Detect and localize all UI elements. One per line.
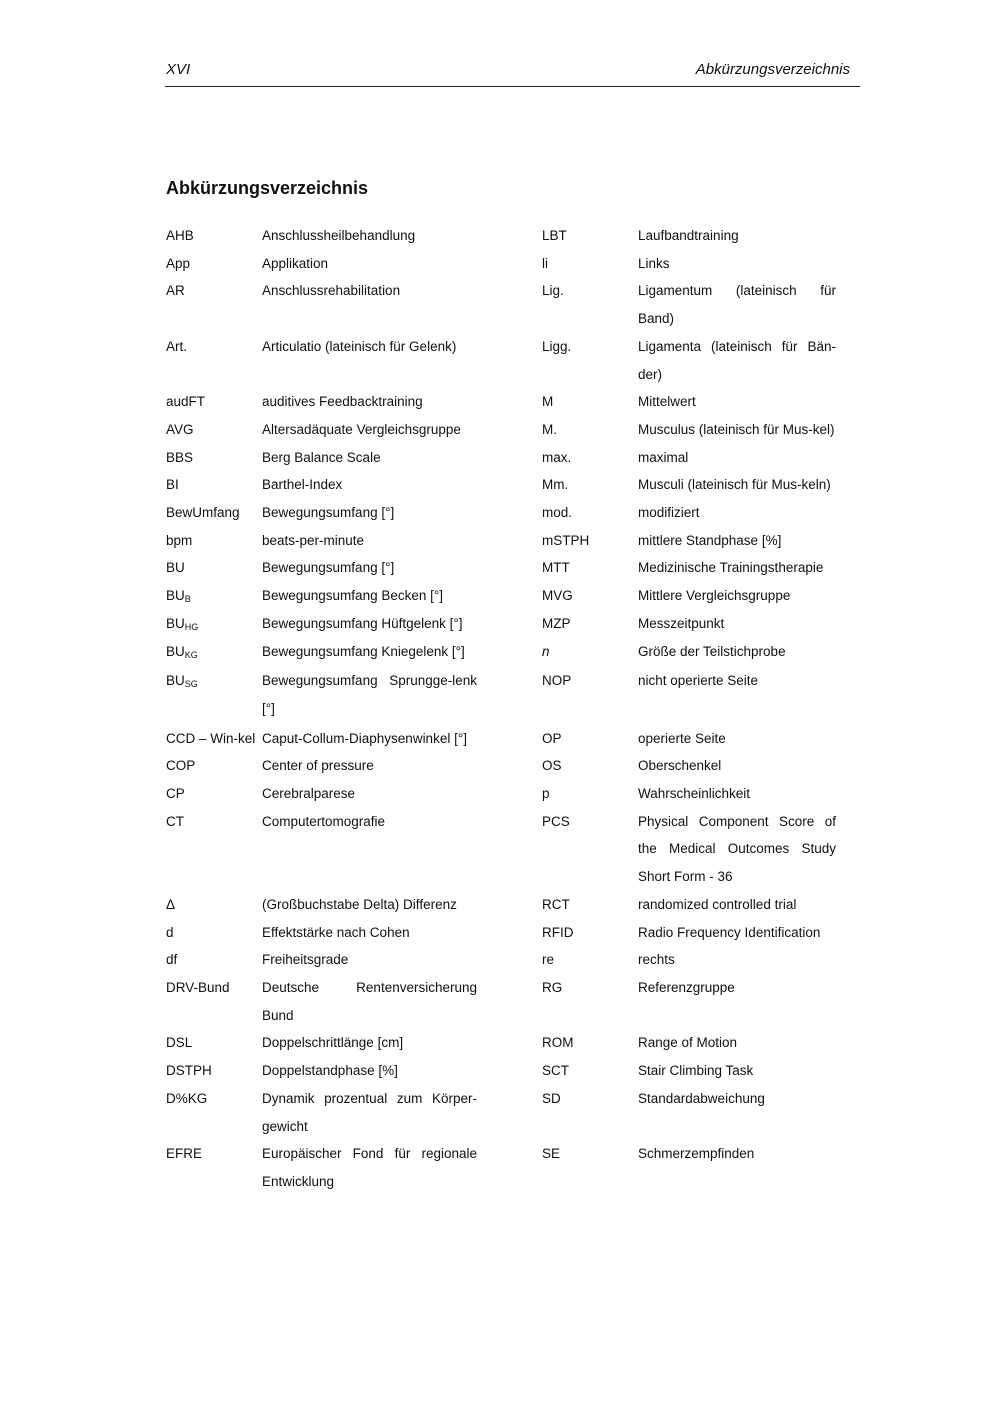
abbreviation-row	[166, 1057, 836, 1085]
abbreviation-left	[166, 222, 262, 250]
abbreviation-left	[166, 582, 262, 610]
abbreviation-left-text: bpm	[166, 532, 193, 548]
abbreviation-right: li	[542, 255, 548, 271]
definition-right: operierte Seite	[638, 730, 726, 746]
definition-left: Anschlussrehabilitation	[262, 283, 401, 299]
column-gap	[477, 1029, 542, 1057]
abbreviation-right: LBT	[542, 228, 567, 243]
abbreviation-left	[166, 499, 262, 527]
abbreviation-right: MTT	[542, 560, 570, 576]
definition-right: Schmerzempfinden	[638, 1146, 755, 1162]
abbreviation-left	[166, 610, 262, 638]
definition-left: Cerebralparese	[262, 786, 356, 802]
definition-left: Berg Balance Scale	[262, 449, 381, 465]
column-gap	[477, 891, 542, 919]
abbreviation-row	[166, 610, 836, 638]
abbreviation-right: Ligg.	[542, 338, 572, 354]
abbreviation-row	[166, 919, 836, 947]
definition-left: Caput-Collum-Diaphysenwinkel [°]	[262, 730, 467, 746]
abbreviation-left-text: CCD – Win-kel	[166, 730, 256, 746]
abbreviation-row	[166, 277, 836, 332]
definition-right: Radio Frequency Identification	[638, 924, 821, 940]
definition-left: Center of pressure	[262, 758, 374, 774]
abbreviation-subscript: B	[184, 594, 191, 605]
abbreviation-row	[166, 1029, 836, 1057]
definition-right: Musculus (lateinisch für Mus-kel)	[638, 421, 835, 437]
abbreviation-right: RG	[542, 979, 563, 995]
definition-left: Bewegungsumfang [°]	[262, 560, 395, 576]
abbreviation-left	[166, 527, 262, 555]
abbreviation-left-text: AR	[166, 283, 185, 299]
abbreviation-left	[166, 416, 262, 444]
abbreviation-right: n	[542, 643, 550, 659]
abbreviation-left-text: Art.	[166, 338, 188, 354]
abbreviation-right: Lig.	[542, 283, 564, 299]
definition-left: Bewegungsumfang Sprungge-lenk [°]	[262, 673, 477, 716]
column-gap	[477, 974, 542, 1029]
column-gap	[477, 277, 542, 332]
definition-left: Europäischer Fond für regionale Entwicklung	[262, 1146, 477, 1189]
abbreviation-right: Mm.	[542, 477, 569, 493]
definition-right: Oberschenkel	[638, 758, 722, 774]
definition-right: mittlere Standphase [%]	[638, 532, 782, 548]
abbreviation-right: PCS	[542, 813, 570, 829]
abbreviation-row	[166, 582, 836, 610]
definition-right: rechts	[638, 952, 675, 968]
definition-left: Doppelschrittlänge [cm]	[262, 1035, 404, 1051]
abbreviation-left-text: BU	[166, 643, 185, 659]
column-gap	[477, 388, 542, 416]
definition-left: Freiheitsgrade	[262, 952, 349, 968]
abbreviation-left	[166, 444, 262, 472]
abbreviation-left-text: BI	[166, 477, 179, 493]
abbreviation-row	[166, 725, 836, 753]
abbreviation-left-text: DSTPH	[166, 1063, 212, 1079]
column-gap	[477, 610, 542, 638]
page-number: XVI	[166, 61, 191, 78]
abbreviation-left	[166, 1140, 262, 1195]
column-gap	[477, 638, 542, 666]
definition-right: Ligamentum (lateinisch für Band)	[638, 283, 836, 327]
column-gap	[477, 333, 542, 388]
abbreviation-right: re	[542, 952, 555, 968]
abbreviation-left	[166, 891, 262, 919]
abbreviation-table-body	[166, 222, 836, 1196]
abbreviation-left-text: BewUmfang	[166, 505, 240, 521]
page-title: Abkürzungsverzeichnis	[166, 178, 369, 198]
abbreviation-left-text: CP	[166, 786, 185, 802]
definition-right: Ligamenta (lateinisch für Bän-der)	[638, 338, 836, 382]
definition-right: Musculi (lateinisch für Mus-keln)	[638, 477, 831, 493]
abbreviation-left-text: COP	[166, 758, 196, 774]
abbreviation-left-text: DSL	[166, 1035, 193, 1051]
definition-left: Bewegungsumfang Becken [°]	[262, 588, 444, 604]
abbreviation-left	[166, 974, 262, 1029]
abbreviation-right: max.	[542, 449, 572, 465]
column-gap	[477, 582, 542, 610]
column-gap	[477, 416, 542, 444]
abbreviation-row	[166, 1085, 836, 1140]
definition-left: Barthel-Index	[262, 477, 343, 493]
definition-right: Größe der Teilstichprobe	[638, 643, 786, 659]
column-gap	[477, 554, 542, 582]
abbreviation-row	[166, 808, 836, 891]
abbreviation-subscript: HG	[184, 621, 199, 632]
abbreviation-row	[166, 416, 836, 444]
abbreviation-right: RFID	[542, 924, 574, 940]
abbreviation-row	[166, 891, 836, 919]
definition-right: Range of Motion	[638, 1035, 738, 1051]
definition-left: Computertomografie	[262, 813, 386, 829]
abbreviation-right: SCT	[542, 1063, 569, 1079]
abbreviation-left-text: BU	[166, 588, 185, 604]
abbreviation-left	[166, 808, 262, 891]
abbreviation-right: SE	[542, 1146, 561, 1162]
abbreviation-left	[166, 277, 262, 332]
definition-left: Deutsche Rentenversicherung Bund	[262, 979, 477, 1023]
abbreviation-right: NOP	[542, 673, 572, 689]
abbreviation-left	[166, 946, 262, 974]
abbreviation-right: p	[542, 786, 550, 802]
column-gap	[477, 808, 542, 891]
abbreviation-row	[166, 333, 836, 388]
abbreviation-row	[166, 1140, 836, 1195]
definition-left: Effektstärke nach Cohen	[262, 924, 410, 940]
column-gap	[477, 919, 542, 947]
abbreviation-left	[166, 1029, 262, 1057]
definition-right: Referenzgruppe	[638, 979, 735, 995]
abbreviation-left	[166, 919, 262, 947]
abbreviation-row	[166, 780, 836, 808]
abbreviation-left-text: BBS	[166, 449, 194, 465]
abbreviation-right: MZP	[542, 615, 571, 631]
abbreviation-left-text: D%KG	[166, 1090, 208, 1106]
column-gap	[477, 1085, 542, 1140]
column-gap	[477, 222, 542, 250]
abbreviation-right: MVG	[542, 588, 573, 604]
abbreviation-left	[166, 1085, 262, 1140]
definition-left: Altersadäquate Vergleichsgruppe	[262, 421, 461, 437]
abbreviation-right: M.	[542, 421, 557, 437]
abbreviation-row	[166, 222, 836, 250]
column-gap	[477, 471, 542, 499]
abbreviation-left	[166, 638, 262, 666]
definition-left: Bewegungsumfang Hüftgelenk [°]	[262, 615, 463, 631]
column-gap	[477, 527, 542, 555]
abbreviation-right: RCT	[542, 896, 570, 912]
column-gap	[477, 1057, 542, 1085]
abbreviation-right: mod.	[542, 505, 573, 521]
abbreviation-subscript: SG	[184, 679, 198, 690]
column-gap	[477, 444, 542, 472]
abbreviation-row	[166, 444, 836, 472]
column-gap	[477, 1140, 542, 1195]
definition-right: Mittelwert	[638, 394, 696, 410]
definition-right: Messzeitpunkt	[638, 615, 725, 631]
definition-right: Laufbandtraining	[638, 228, 739, 243]
abbreviation-row	[166, 388, 836, 416]
definition-left: Bewegungsumfang Kniegelenk [°]	[262, 643, 465, 659]
abbreviation-left	[166, 333, 262, 388]
column-gap	[477, 780, 542, 808]
abbreviation-row	[166, 250, 836, 278]
abbreviation-left	[166, 665, 262, 724]
abbreviation-left-text: EFRE	[166, 1146, 203, 1162]
definition-right: randomized controlled trial	[638, 896, 797, 912]
abbreviation-row	[166, 554, 836, 582]
abbreviation-left-text: DRV-Bund	[166, 979, 230, 995]
column-gap	[477, 665, 542, 724]
definition-left: Applikation	[262, 255, 329, 271]
abbreviation-subscript: KG	[184, 649, 198, 660]
abbreviation-left	[166, 780, 262, 808]
definition-left: (Großbuchstabe Delta) Differenz	[262, 896, 457, 912]
abbreviation-left	[166, 752, 262, 780]
column-gap	[477, 752, 542, 780]
abbreviation-right: mSTPH	[542, 532, 590, 548]
abbreviation-left-text: BU	[166, 673, 185, 689]
abbreviation-right: OS	[542, 758, 562, 774]
definition-right: Physical Component Score of the Medical Outcomes Study Short Form - 36	[638, 813, 836, 885]
abbreviation-left	[166, 554, 262, 582]
abbreviation-left	[166, 471, 262, 499]
abbreviation-row	[166, 527, 836, 555]
abbreviation-left-text: AHB	[166, 228, 194, 243]
column-gap	[477, 725, 542, 753]
definition-right: Links	[638, 255, 670, 271]
abbreviation-right: ROM	[542, 1035, 574, 1051]
abbreviation-row	[166, 471, 836, 499]
abbreviation-left	[166, 725, 262, 753]
abbreviation-left-text: audFT	[166, 394, 206, 410]
definition-right: Stair Climbing Task	[638, 1063, 754, 1079]
running-section-title: Abkürzungsverzeichnis	[695, 61, 850, 78]
abbreviation-row	[166, 752, 836, 780]
abbreviation-left-text: BU	[166, 560, 185, 576]
abbreviation-left-text: d	[166, 924, 174, 940]
abbreviation-left	[166, 1057, 262, 1085]
definition-right: modifiziert	[638, 505, 700, 521]
definition-right: Mittlere Vergleichsgruppe	[638, 588, 791, 604]
abbreviation-left-text: CT	[166, 813, 184, 829]
definition-right: Wahrscheinlichkeit	[638, 786, 751, 802]
abbreviation-left	[166, 250, 262, 278]
abbreviation-row	[166, 638, 836, 666]
abbreviation-right: OP	[542, 730, 562, 746]
abbreviation-row	[166, 665, 836, 724]
abbreviation-table	[166, 222, 836, 1196]
definition-left: Dynamik prozentual zum Körper-gewicht	[262, 1090, 477, 1134]
abbreviation-left-text: df	[166, 952, 178, 968]
page-header	[165, 58, 860, 87]
definition-left: Doppelstandphase [%]	[262, 1063, 398, 1079]
abbreviation-row	[166, 946, 836, 974]
definition-right: maximal	[638, 449, 689, 465]
definition-left: Bewegungsumfang [°]	[262, 505, 395, 521]
abbreviation-left-text: Δ	[166, 896, 176, 912]
column-gap	[477, 499, 542, 527]
column-gap	[477, 250, 542, 278]
definition-right: Standardabweichung	[638, 1090, 765, 1106]
definition-left: auditives Feedbacktraining	[262, 394, 423, 410]
abbreviation-row	[166, 499, 836, 527]
definition-left: Articulatio (lateinisch für Gelenk)	[262, 338, 457, 354]
abbreviation-left-text: BU	[166, 615, 185, 631]
abbreviation-left-text: AVG	[166, 421, 194, 437]
abbreviation-row	[166, 974, 836, 1029]
abbreviation-right: M	[542, 394, 554, 410]
abbreviation-right: SD	[542, 1090, 561, 1106]
definition-left: Anschlussheilbehandlung	[262, 228, 416, 243]
abbreviation-left	[166, 388, 262, 416]
definition-left: beats-per-minute	[262, 532, 365, 548]
definition-right: Medizinische Trainingstherapie	[638, 560, 824, 576]
abbreviation-left-text: App	[166, 255, 191, 271]
column-gap	[477, 946, 542, 974]
definition-right: nicht operierte Seite	[638, 673, 759, 689]
